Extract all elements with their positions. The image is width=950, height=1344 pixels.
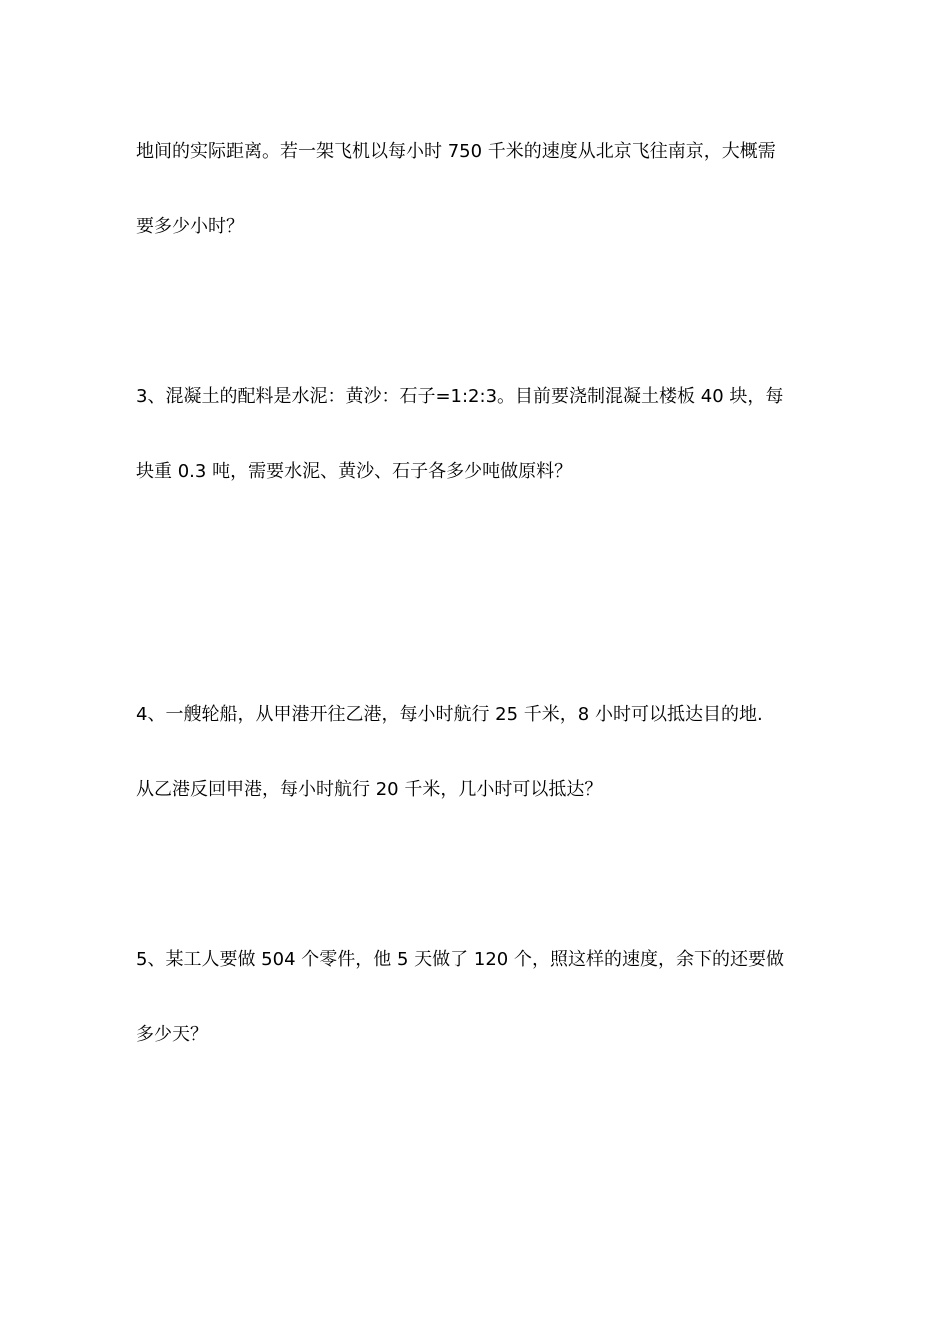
problem-text-line: 地间的实际距离。若一架飞机以每小时 750 千米的速度从北京飞往南京，大概需: [136, 141, 776, 162]
problem-text-line: 4、一艘轮船，从甲港开往乙港，每小时航行 25 千米，8 小时可以抵达目的地.: [136, 704, 763, 725]
problem-text-line: 3、混凝土的配料是水泥：黄沙：石子=1:2:3。目前要浇制混凝土楼板 40 块，每: [136, 386, 784, 407]
problem-text-line: 要多少小时？: [136, 216, 244, 237]
problem-text-line: 块重 0.3 吨，需要水泥、黄沙、石子各多少吨做原料？: [136, 461, 573, 482]
problem-text-line: 5、某工人要做 504 个零件，他 5 天做了 120 个，照这样的速度，余下的还要做: [136, 949, 784, 970]
problem-text-line: 从乙港反回甲港，每小时航行 20 千米，几小时可以抵达？: [136, 779, 603, 800]
problem-text-line: 多少天？: [136, 1024, 208, 1045]
